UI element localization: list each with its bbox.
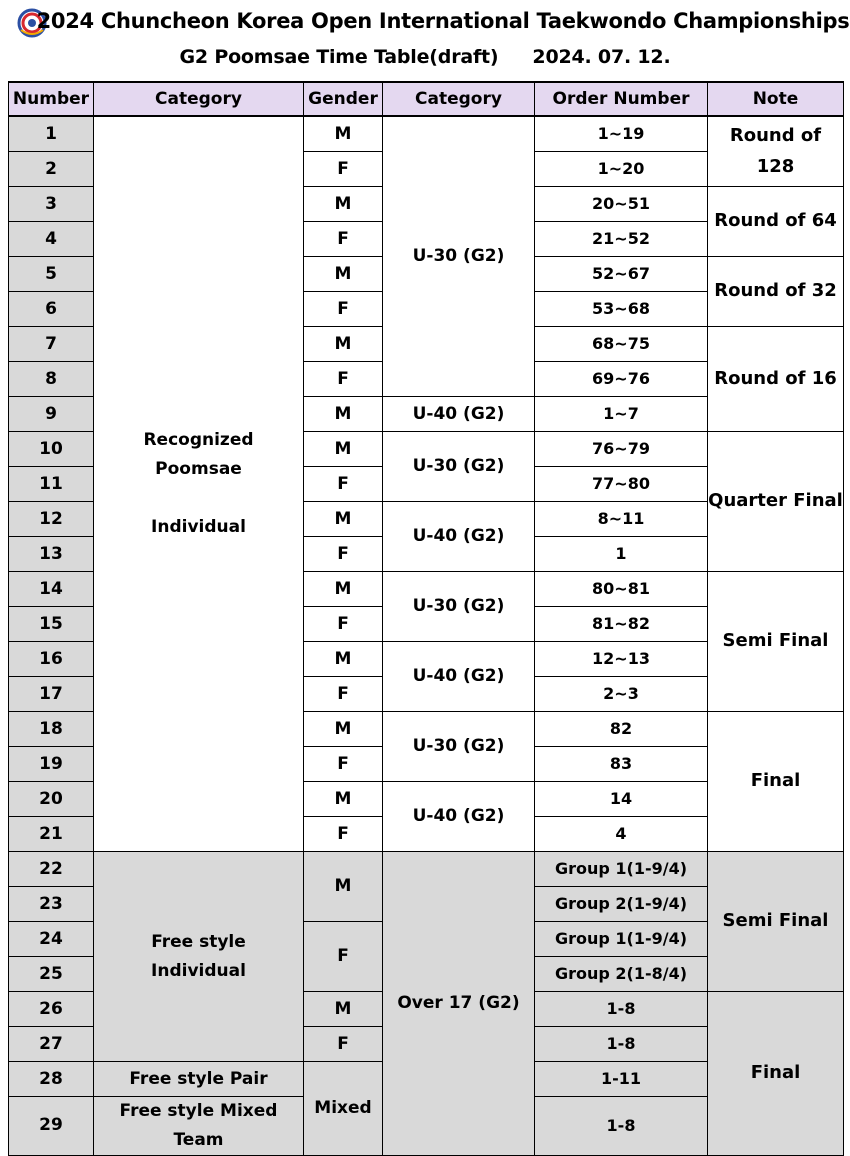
order-cell: 1-8 [535,992,708,1027]
gender-cell: F [304,1027,383,1062]
gender-cell: F [304,677,383,712]
note-cell: Semi Final [708,572,844,712]
order-cell: Group 1(1-9/4) [535,922,708,957]
order-cell: 8~11 [535,502,708,537]
gender-cell: M [304,852,383,922]
row-number: 21 [9,817,94,852]
order-cell: Group 1(1-9/4) [535,852,708,887]
category-label: Poomsae [155,459,242,480]
row-number: 6 [9,292,94,327]
division-cell: U-30 (G2) [383,572,535,642]
row-number: 12 [9,502,94,537]
gender-cell: M [304,992,383,1027]
row-number: 8 [9,362,94,397]
page-title: 2024 Chuncheon Korea Open International Taekwondo Championships [36,9,850,33]
division-cell: U-30 (G2) [383,712,535,782]
row-number: 26 [9,992,94,1027]
note-cell: Round of 16 [708,327,844,432]
row-number: 11 [9,467,94,502]
row-number: 24 [9,922,94,957]
row-number: 23 [9,887,94,922]
category-cell: Free style Pair [94,1062,304,1097]
column-header-number: Number [9,82,94,116]
gender-cell: M [304,782,383,817]
row-number: 2 [9,152,94,187]
note-cell: Quarter Final [708,432,844,572]
order-cell: 1-8 [535,1097,708,1156]
order-cell: 1~19 [535,116,708,152]
gender-cell: F [304,607,383,642]
gender-cell: F [304,152,383,187]
gender-cell: Mixed [304,1062,383,1156]
row-number: 5 [9,257,94,292]
order-cell: 1 [535,537,708,572]
category-label: Individual [151,516,246,537]
order-cell: 80~81 [535,572,708,607]
order-cell: 2~3 [535,677,708,712]
note-cell: Final [708,712,844,852]
row-number: 4 [9,222,94,257]
gender-cell: M [304,432,383,467]
row-number: 29 [9,1097,94,1156]
order-cell: 21~52 [535,222,708,257]
category-cell [94,116,304,852]
category-cell: Free style Mixed Team [94,1097,304,1156]
gender-cell: M [304,257,383,292]
order-cell: 53~68 [535,292,708,327]
row-number: 17 [9,677,94,712]
order-cell: 52~67 [535,257,708,292]
gender-cell: F [304,537,383,572]
row-number: 10 [9,432,94,467]
document-header [0,0,850,80]
gender-cell: F [304,222,383,257]
row-number: 28 [9,1062,94,1097]
timetable-title: G2 Poomsae Time Table(draft) [179,46,499,68]
division-cell: U-40 (G2) [383,782,535,852]
order-cell: 77~80 [535,467,708,502]
order-cell: Group 2(1-8/4) [535,957,708,992]
order-cell: Group 2(1-9/4) [535,887,708,922]
column-header-gender: Gender [304,82,383,116]
order-cell: 81~82 [535,607,708,642]
category-label: Recognized [143,430,254,451]
document-date: 2024. 07. 12. [532,46,671,68]
column-header-division: Category [383,82,535,116]
note-cell: Final [708,992,844,1156]
gender-cell: F [304,292,383,327]
row-number: 7 [9,327,94,362]
column-header-order-number: Order Number [535,82,708,116]
category-label: Individual [151,960,246,981]
row-number: 18 [9,712,94,747]
gender-cell: M [304,397,383,432]
note-cell: Round of 128 [708,116,844,187]
order-cell: 76~79 [535,432,708,467]
gender-cell: F [304,922,383,992]
order-cell: 1~7 [535,397,708,432]
order-cell: 12~13 [535,642,708,677]
division-cell: Over 17 (G2) [383,852,535,1156]
order-cell: 14 [535,782,708,817]
category-label: Free style [151,931,246,952]
row-number: 9 [9,397,94,432]
table-header-row [9,82,844,116]
division-cell: U-40 (G2) [383,642,535,712]
order-cell: 69~76 [535,362,708,397]
row-number: 27 [9,1027,94,1062]
row-number: 15 [9,607,94,642]
division-cell: U-40 (G2) [383,502,535,572]
row-number: 19 [9,747,94,782]
row-number: 16 [9,642,94,677]
order-cell: 4 [535,817,708,852]
timetable [8,81,844,1156]
note-cell: Semi Final [708,852,844,992]
gender-cell: F [304,362,383,397]
row-number: 14 [9,572,94,607]
row-number: 1 [9,116,94,152]
column-header-note: Note [708,82,844,116]
row-number: 22 [9,852,94,887]
order-cell: 1-8 [535,1027,708,1062]
gender-cell: M [304,712,383,747]
note-cell: Round of 64 [708,187,844,257]
division-cell: U-40 (G2) [383,397,535,432]
gender-cell: M [304,116,383,152]
gender-cell: M [304,327,383,362]
gender-cell: M [304,187,383,222]
table-row [9,852,844,887]
table-row [9,116,844,152]
gender-cell: F [304,467,383,502]
category-cell [94,852,304,1062]
division-cell: U-30 (G2) [383,116,535,397]
gender-cell: F [304,817,383,852]
order-cell: 20~51 [535,187,708,222]
column-header-category: Category [94,82,304,116]
gender-cell: F [304,747,383,782]
row-number: 13 [9,537,94,572]
order-cell: 68~75 [535,327,708,362]
gender-cell: M [304,642,383,677]
division-cell: U-30 (G2) [383,432,535,502]
order-cell: 1~20 [535,152,708,187]
gender-cell: M [304,572,383,607]
row-number: 25 [9,957,94,992]
row-number: 20 [9,782,94,817]
page-subtitle [0,46,850,68]
row-number: 3 [9,187,94,222]
order-cell: 1-11 [535,1062,708,1097]
order-cell: 83 [535,747,708,782]
gender-cell: M [304,502,383,537]
note-cell: Round of 32 [708,257,844,327]
order-cell: 82 [535,712,708,747]
